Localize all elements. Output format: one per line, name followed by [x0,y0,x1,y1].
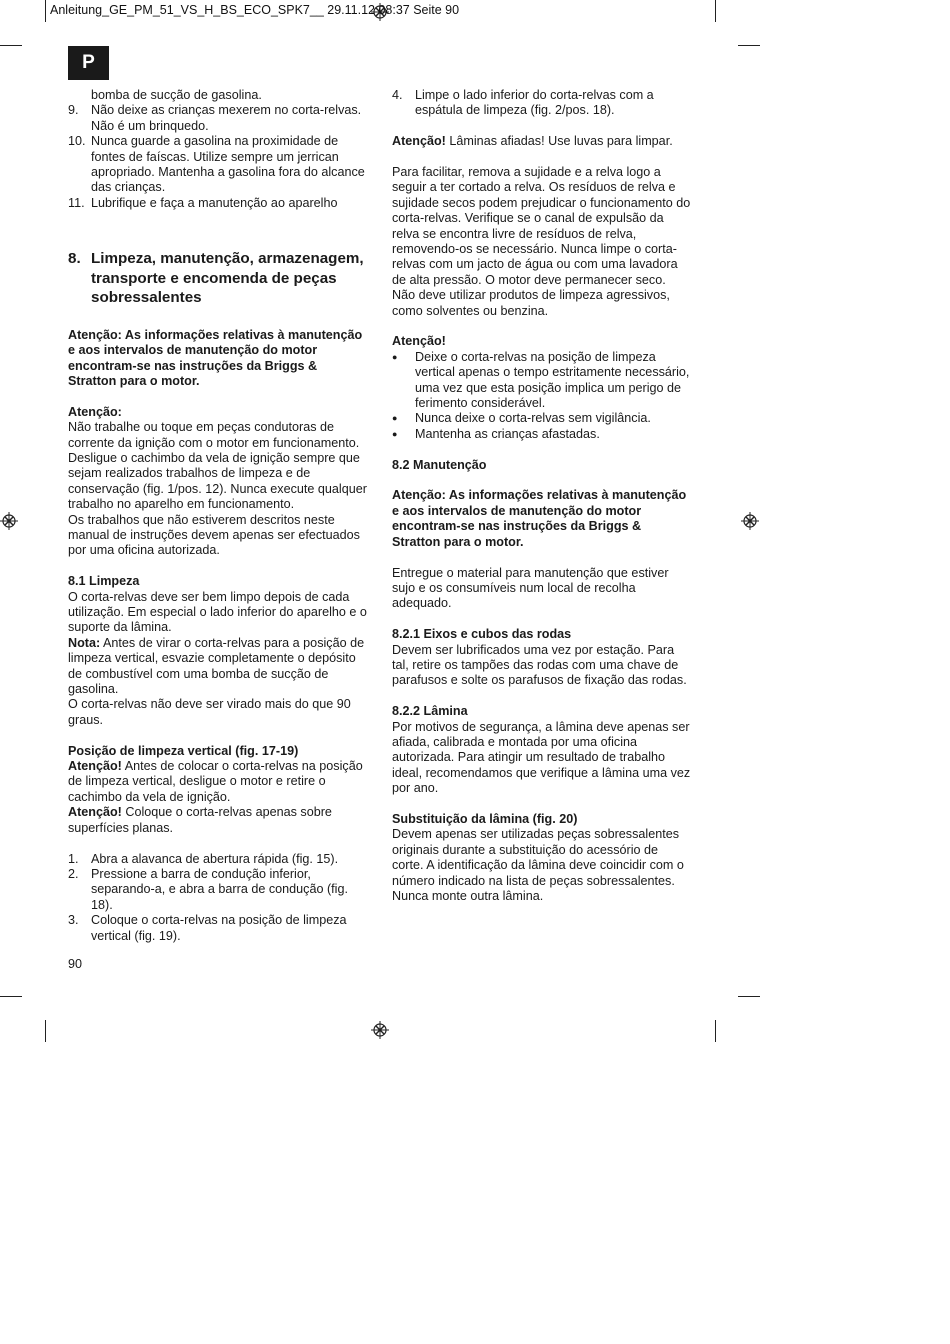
paragraph: Para facilitar, remova a sujidade e a relva logo a seguir a ter cortado a relva. Os resíduos de relva e sujidade secos podem prejudicar o funcionamento do corta-relvas. Verifique se o canal de expulsão da relva se encontra livre de resíduos de relva, removendo-os se necessário. Nunca limpe o corta-relvas com um jacto de água ou com uma lavadora de alta pressão. O motor deve permanecer seco. Não deve utilizar produtos de limpeza agressivos, como solventes ou benzina. [392,165,691,318]
step-number: 4. [392,88,403,102]
paragraph: O corta-relvas deve ser bem limpo depois de cada utilização. Em especial o lado inferior do aparelho e o suporte da lâmina. [68,589,367,635]
list-item [68,134,368,196]
step-item [68,852,368,867]
bullet-text: Nunca deixe o corta-relvas sem vigilância. [415,411,651,426]
registration-mark-icon [0,512,18,530]
bullet-text: Deixe o corta-relvas na posição de limpeza vertical apenas o tempo estritamente necessário, uma vez que esta posição implica um perigo de ferimento considerável. [415,349,690,411]
paragraph: Devem ser lubrificados uma vez por estação. Para tal, retire os tampões das rodas com uma chave de parafusos e solte os parafusos de fixação das rodas. [392,642,687,688]
note-text: Antes de virar o corta-relvas para a posição de limpeza vertical, esvazie completamente o depósito de combustível com uma bomba de sucção de gasolina. [68,635,365,697]
attention-label: Atenção: [68,404,122,419]
list-number: 11. [68,195,85,210]
list-item [68,196,368,211]
bullet-icon: ● [392,428,398,439]
crop-mark [0,45,22,46]
attention-label: Atenção! [68,805,122,820]
attention-paragraph [392,134,692,149]
step-text: Coloque o corta-relvas na posição de limpeza vertical (fig. 19). [91,913,347,943]
attention-text: Coloque o corta-relvas apenas sobre superfícies planas. [68,805,332,835]
attention-paragraph [68,805,368,836]
paragraph: Por motivos de segurança, a lâmina deve apenas ser afiada, calibrada e montada por uma oficina autorizada. Para atingir um resultado de trabalho ideal, recomendamos que verifique a lâmina uma vez por ano. [392,719,691,796]
step-number: 3. [68,913,79,928]
paragraph: Entregue o material para manutenção que estiver sujo e os consumíveis num local de recolha adequado. [392,565,669,611]
note-label: Nota: [68,635,101,650]
attention-label: Atenção! [392,334,446,349]
section-number: 8. [68,250,81,268]
step-item [392,88,692,119]
step-text: Pressione a barra de condução inferior, separando-a, e abra a barra de condução (fig. 18). [91,866,348,912]
crop-mark [738,45,760,46]
registration-mark-icon [371,1021,389,1039]
section-heading [68,249,368,308]
note-paragraph [68,636,368,698]
list-text: Não deixe as crianças mexerem no corta-relvas. Não é um brinquedo. [91,103,362,133]
language-badge: P [68,46,109,80]
crop-mark [0,996,22,997]
bullet-item [392,350,692,412]
crop-mark [715,1020,716,1042]
crop-mark [45,1020,46,1042]
continued-line: bomba de sucção de gasolina. [91,88,262,102]
list-item [68,103,368,134]
left-column [68,88,368,944]
right-column [392,88,692,904]
attention-text: Lâminas afiadas! Use luvas para limpar. [445,134,673,149]
list-number: 10. [68,134,86,149]
attention-text-2: Os trabalhos que não estiverem descritos neste manual de instruções devem apenas ser efectuados por uma oficina autorizada. [68,512,360,558]
subsection-title: 8.1 Limpeza [68,574,140,589]
list-text: Nunca guarde a gasolina na proximidade de fontes de faíscas. Utilize sempre um jerrican apropriado. Mantenha a gasolina fora do alcance das crianças. [91,134,365,195]
paragraph: Devem apenas ser utilizadas peças sobressalentes originais durante a substituição do acessório de corte. A identificação da lâmina deve coincidir com o número indicado na lista de peças sobressalentes. Nunca monte outra lâmina. [392,827,684,903]
subsection-title: 8.2.1 Eixos e cubos das rodas [392,627,572,642]
subsection-title: 8.2.2 Lâmina [392,704,468,719]
list-number: 9. [68,103,79,118]
subsection-title: Substituição da lâmina (fig. 20) [392,811,578,826]
attention-text: Não trabalhe ou toque em peças condutoras de corrente da ignição com o motor em funcionamento. Desligue o cachimbo da vela de ignição sempre que sejam realizados trabalhos de limpeza e de conservação (fig. 1/pos. 12). Nunca execute qualquer trabalho no aparelho em funcionamento. [68,420,367,512]
attention-label: Atenção! [68,759,122,774]
paragraph: O corta-relvas não deve ser virado mais do que 90 graus. [68,697,351,727]
step-item [68,867,368,913]
attention-text: Antes de colocar o corta-relvas na posição de limpeza vertical, desligue o motor e retire o cachimbo da vela de ignição. [68,759,363,804]
bullet-item [392,411,692,426]
crop-mark [45,0,46,22]
bullet-text: Mantenha as crianças afastadas. [415,426,600,441]
step-number: 2. [68,866,79,881]
step-text: Limpe o lado inferior do corta-relvas com a espátula de limpeza (fig. 2/pos. 18). [415,88,654,118]
attention-label: Atenção! [392,134,446,149]
bullet-item [392,427,692,442]
subsection-title: 8.2 Manutenção [392,457,487,472]
crop-mark [715,0,716,22]
step-number: 1. [68,851,79,866]
page-number: 90 [68,957,83,971]
list-text: Lubrifique e faça a manutenção ao aparelho [91,195,338,210]
section-title: Limpeza, manutenção, armazenagem, transporte e encomenda de peças sobressalentes [91,250,364,307]
registration-mark-icon [741,512,759,530]
crop-mark [738,996,760,997]
print-header: Anleitung_GE_PM_51_VS_H_BS_ECO_SPK7__ 29.11.12 08:37 Seite 90 [50,3,460,17]
attention-paragraph [68,759,368,805]
subsection-title: Posição de limpeza vertical (fig. 17-19) [68,743,299,758]
attention-paragraph: Atenção: As informações relativas à manutenção e aos intervalos de manutenção do motor encontram-se nas instruções da Briggs & Stratton para o motor. [392,488,687,549]
attention-paragraph: Atenção: As informações relativas à manutenção e aos intervalos de manutenção do motor encontram-se nas instruções da Briggs & Stratton para o motor. [68,327,363,388]
bullet-icon: ● [392,413,398,424]
step-item [68,913,368,944]
bullet-icon: ● [392,351,398,362]
step-text: Abra a alavanca de abertura rápida (fig. 15). [91,851,339,866]
